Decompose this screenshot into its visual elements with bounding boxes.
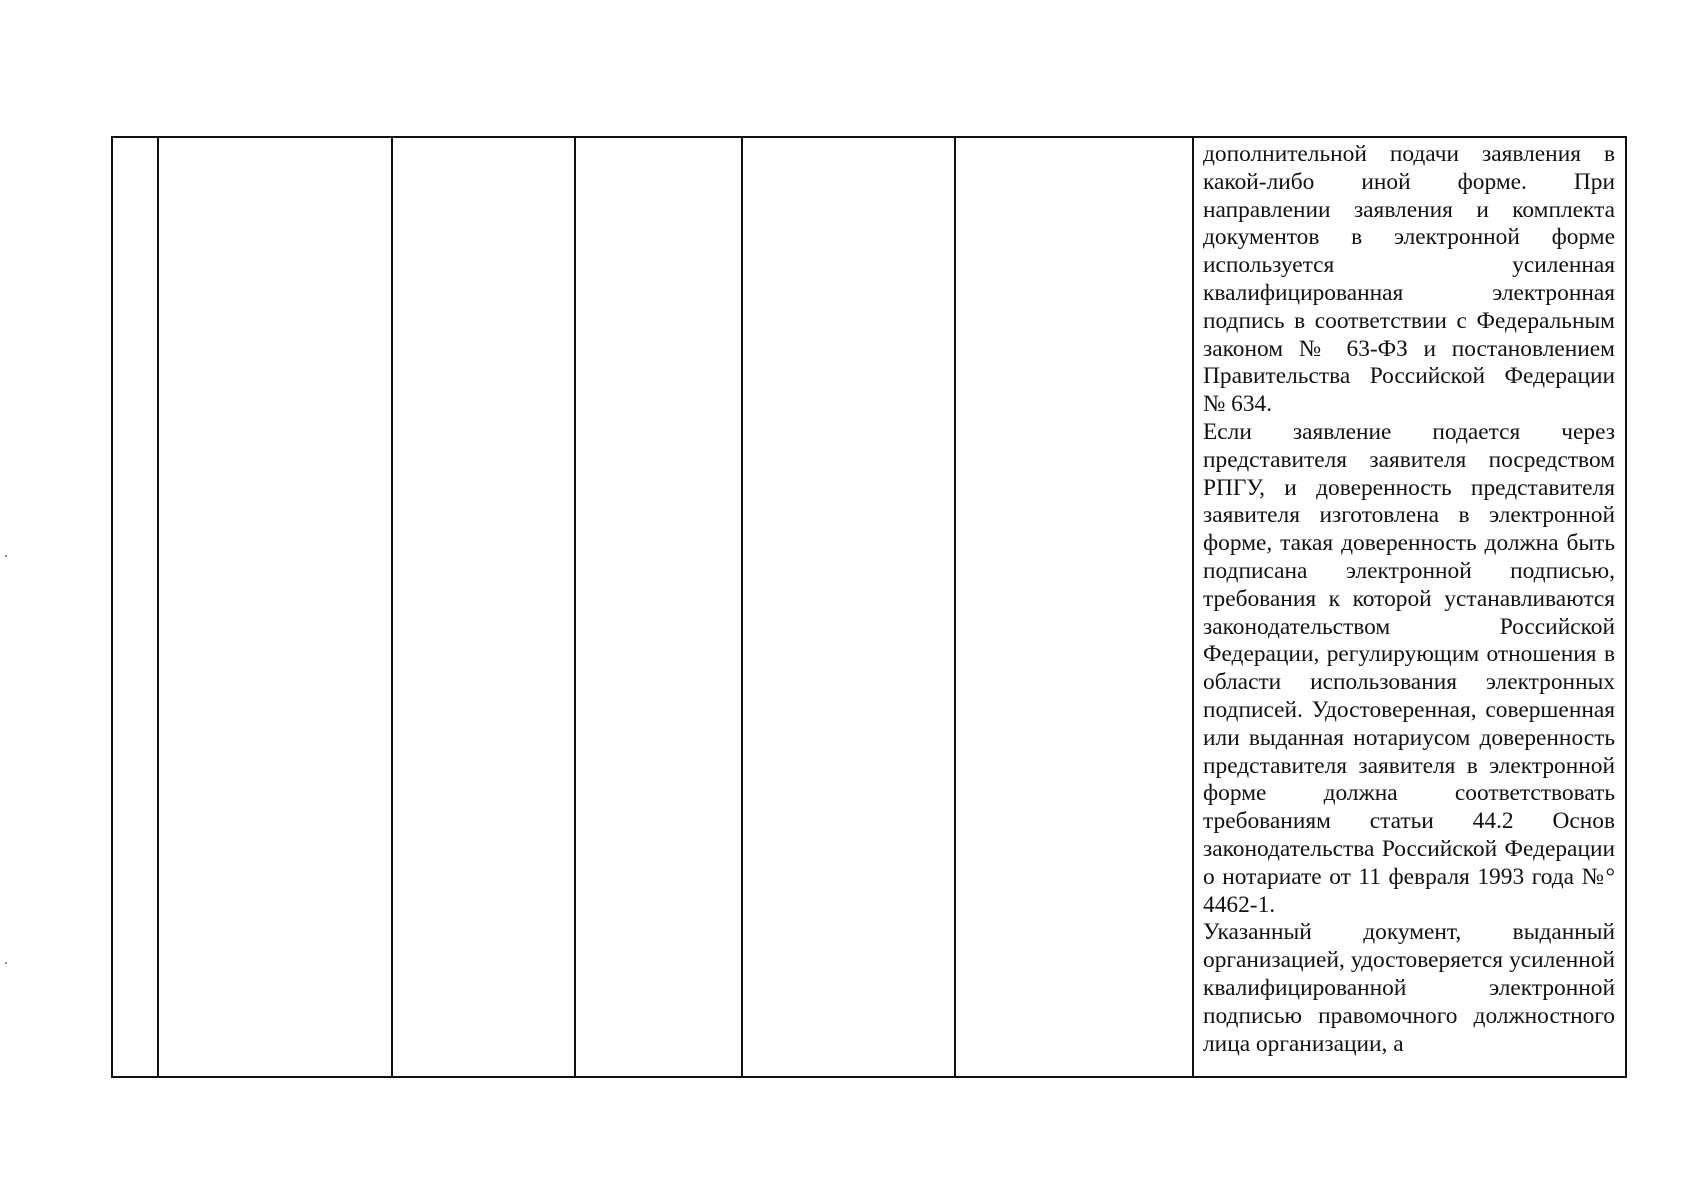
- paragraph-organization-document: Указанный документ, выданный организацией, удостоверяется усиленной квалифицированной электронной подписью правомочного должностного лица организации, а: [1203, 919, 1615, 1057]
- document-table: [111, 136, 1627, 1078]
- table-column-1: [113, 138, 159, 1076]
- table-column-text: [1194, 138, 1625, 1076]
- table-column-6: [956, 138, 1194, 1076]
- scan-speck: [5, 962, 7, 964]
- paragraph-electronic-submission: дополнительной подачи заявления в какой-либо иной форме. При направлении заявления и комплекта документов в электронной форме используется усиленная квалифицированная электронная подпись в соответствии с Федеральным законом № 63-ФЗ и постановлением Правительства Российской Федерации № 634.: [1203, 141, 1615, 418]
- table-column-5: [743, 138, 956, 1076]
- table-column-2: [159, 138, 393, 1076]
- paragraph-representative-power-of-attorney: Если заявление подается через представителя заявителя посредством РПГУ, и доверенность представителя заявителя изготовлена в электронной форме, такая доверенность должна быть подписана электронной подписью, требования к которой устанавливаются законодательством Российской Федерации, регулирующим отношения в области использования электронных подписей. Удостоверенная, совершенная или выданная нотариусом доверенность представителя заявителя в электронной форме должна соответствовать требованиям статьи 44.2 Основ законодательства Российской Федерации о нотариате от 11 февраля 1993 года №° 4462-1.: [1203, 418, 1615, 918]
- scan-speck: [5, 555, 7, 557]
- table-column-4: [576, 138, 743, 1076]
- table-column-3: [393, 138, 576, 1076]
